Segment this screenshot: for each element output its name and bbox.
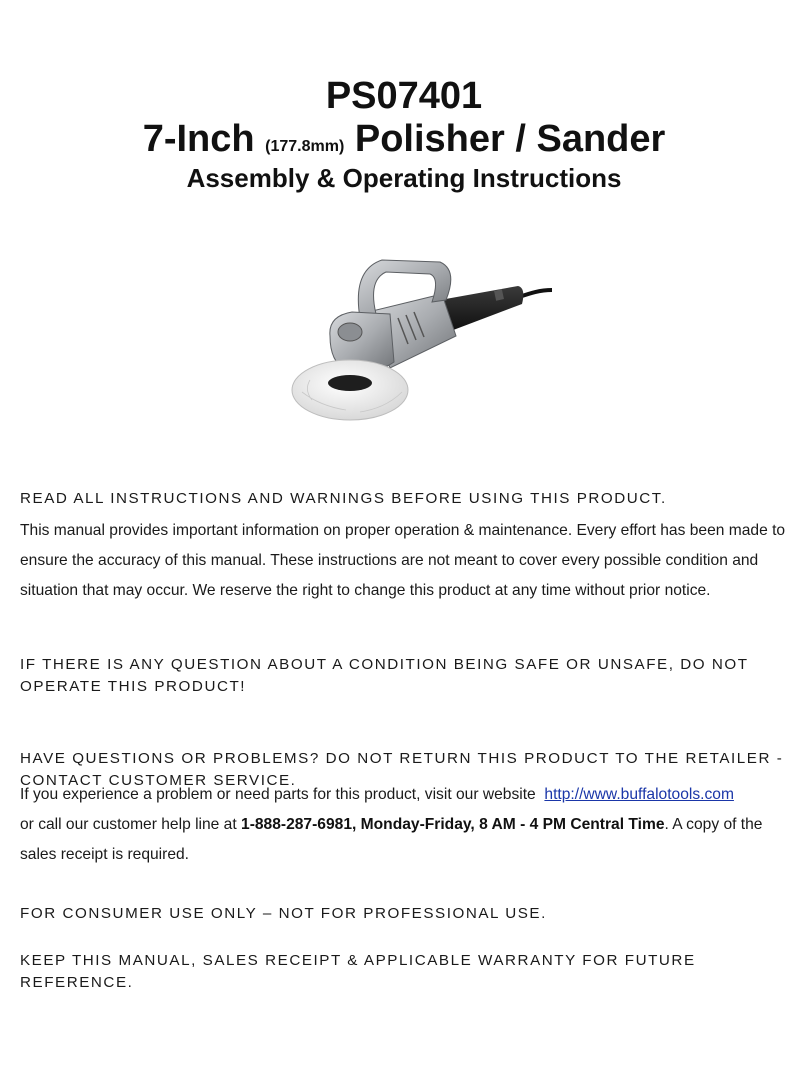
read-instructions-notice: READ ALL INSTRUCTIONS AND WARNINGS BEFORE USING THIS PRODUCT.: [20, 490, 667, 507]
phone-hours: 1-888-287-6981, Monday-Friday, 8 AM - 4 PM Central Time: [241, 816, 665, 833]
document-subtitle: Assembly & Operating Instructions: [186, 163, 622, 193]
consumer-use-notice: FOR CONSUMER USE ONLY – NOT FOR PROFESSIONAL USE.: [20, 905, 547, 922]
keep-manual-notice: KEEP THIS MANUAL, SALES RECEIPT & APPLICABLE WARRANTY FOR FUTURE REFERENCE.: [20, 952, 696, 991]
model-number: PS07401: [325, 75, 483, 117]
product-size: (177.8mm): [265, 138, 345, 155]
intro-paragraph: This manual provides important information on proper operation & maintenance. Every effort has been made to ensure the accuracy of this manual. These instructions are not meant to cover every possible condition and situation that may occur. We reserve the right to change this product at any time without prior notice.: [20, 522, 786, 599]
contact-text-before-link: If you experience a problem or need parts for this product, visit our website: [20, 786, 536, 803]
safety-notice: IF THERE IS ANY QUESTION ABOUT A CONDITION BEING SAFE OR UNSAFE, DO NOT OPERATE THIS PRODUCT!: [20, 656, 749, 695]
contact-text-after-phone: . A copy of the sales receipt is required.: [20, 816, 763, 863]
polisher-sander-illustration: [290, 240, 560, 440]
product-name-end: Polisher / Sander: [344, 118, 666, 160]
website-link[interactable]: http://www.buffalotools.com: [544, 786, 734, 803]
contact-paragraph: [20, 788, 795, 878]
product-name-start: 7-Inch: [142, 118, 266, 160]
contact-text-before-phone: or call our customer help line at: [20, 816, 242, 833]
customer-service-notice: HAVE QUESTIONS OR PROBLEMS? DO NOT RETURN THIS PRODUCT TO THE RETAILER - CONTACT CUSTOMER SERVICE.: [20, 750, 784, 789]
